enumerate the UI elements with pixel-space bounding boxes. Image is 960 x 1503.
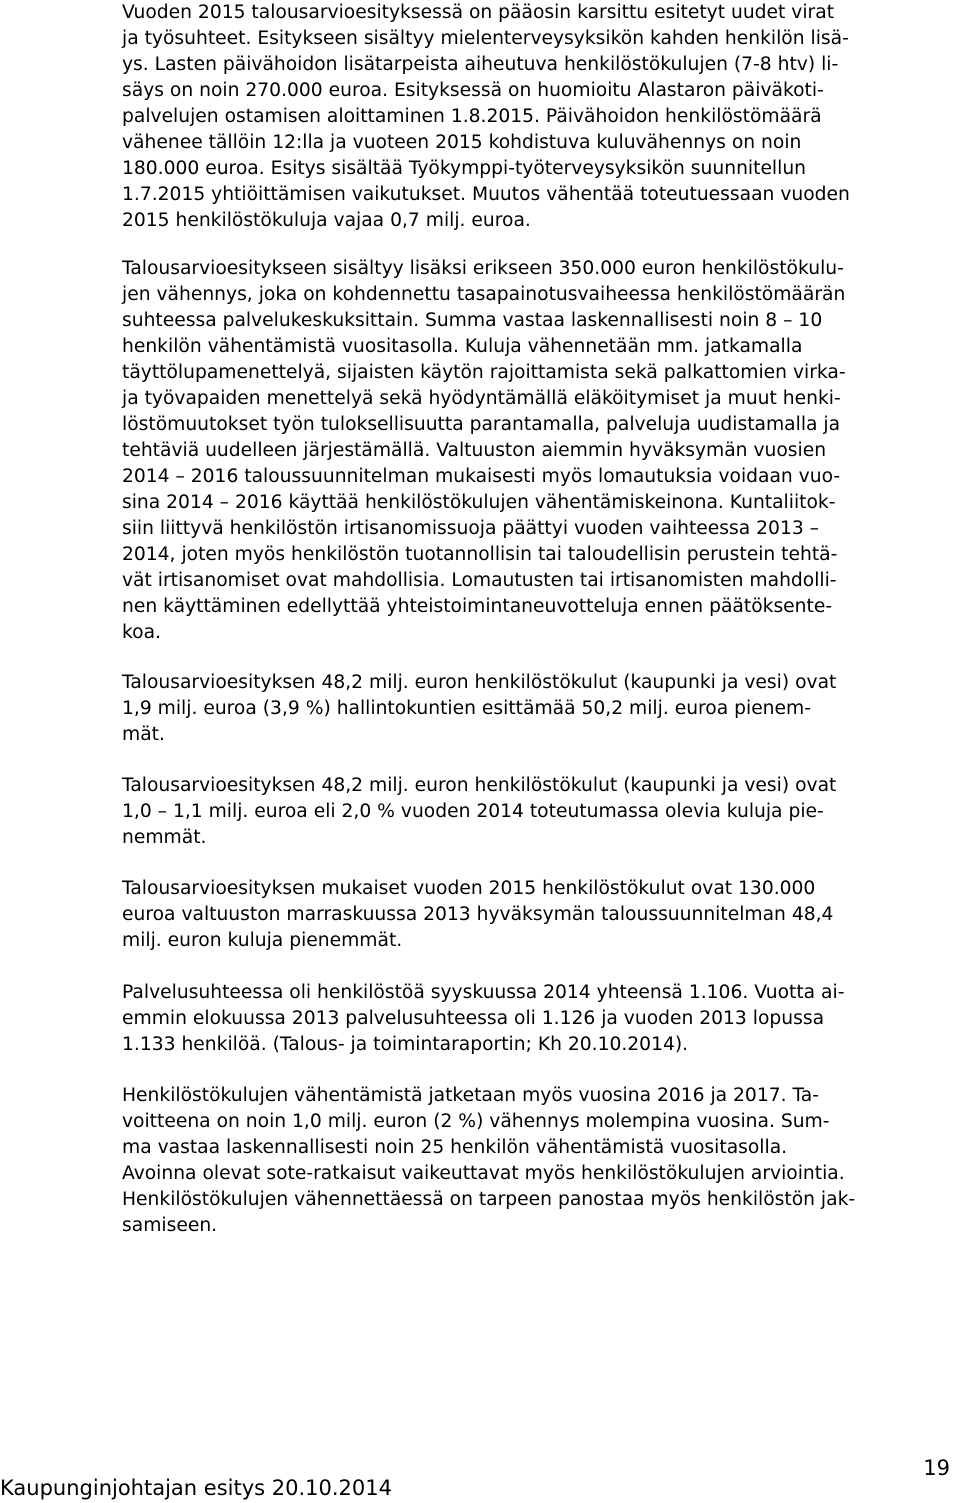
- text-line: Avoinna olevat sote-ratkaisut vaikeuttavat myös henkilöstökulujen arviointia.: [122, 1163, 845, 1184]
- text-line: Vuoden 2015 talousarvioesityksessä on pääosin karsittu esitetyt uudet virat: [122, 2, 835, 23]
- text-line: löstömuutokset työn tuloksellisuutta parantamalla, palveluja uudistamalla ja: [122, 414, 841, 435]
- text-line: Talousarvioesityksen mukaiset vuoden 2015 henkilöstökulut ovat 130.000: [122, 878, 816, 899]
- text-line: nen käyttäminen edellyttää yhteistoimintaneuvotteluja ennen päätöksente-: [122, 596, 833, 617]
- text-line: Talousarvioesityksen 48,2 milj. euron henkilöstökulut (kaupunki ja vesi) ovat: [122, 775, 837, 796]
- text-line: 180.000 euroa. Esitys sisältää Työkymppi-työterveysyksikön suunnitellun: [122, 158, 807, 179]
- text-line: täyttölupamenettelyä, sijaisten käytön rajoittamista sekä palkattomien virka-: [122, 362, 846, 383]
- text-line: Talousarvioesitykseen sisältyy lisäksi erikseen 350.000 euron henkilöstökulu-: [122, 258, 844, 279]
- text-line: ja työvapaiden menettelyä sekä hyödyntämällä eläköitymiset ja muut henki-: [122, 388, 841, 409]
- text-line: Palvelusuhteessa oli henkilöstöä syyskuussa 2014 yhteensä 1.106. Vuotta ai-: [122, 982, 845, 1003]
- text-line: euroa valtuuston marraskuussa 2013 hyväksymän taloussuunnitelman 48,4: [122, 904, 834, 925]
- text-line: ja työsuhteet. Esitykseen sisältyy mielenterveysyksikön kahden henkilön lisä-: [122, 28, 849, 49]
- paragraph-staff-cost-reduction: [122, 256, 960, 646]
- paragraph-comparison-plan: [122, 876, 960, 954]
- text-line: samiseen.: [122, 1215, 218, 1236]
- footer-document-title: Kaupunginjohtajan esitys 20.10.2014: [0, 1476, 392, 1500]
- text-line: ys. Lasten päivähoidon lisätarpeista aiheutuva henkilöstökulujen (7-8 htv) li-: [122, 54, 839, 75]
- paragraph-comparison-2014: [122, 773, 960, 851]
- text-line: siin liittyvä henkilöstön irtisanomissuoja päättyi vuoden vaihteessa 2013 –: [122, 518, 820, 539]
- text-line: henkilön vähentämistä vuositasolla. Kuluja vähennetään mm. jatkamalla: [122, 336, 803, 357]
- text-line: vähenee tällöin 12:lla ja vuoteen 2015 kohdistuva kuluvähennys on noin: [122, 132, 802, 153]
- text-line: koa.: [122, 622, 161, 643]
- text-line: palvelujen ostamisen aloittaminen 1.8.2015. Päivähoidon henkilöstömäärä: [122, 106, 822, 127]
- paragraph-comparison-agencies: [122, 670, 960, 748]
- text-line: Henkilöstökulujen vähennettäessä on tarpeen panostaa myös henkilöstön jak-: [122, 1189, 856, 1210]
- text-line: milj. euron kuluja pienemmät.: [122, 930, 403, 951]
- text-line: vät irtisanomiset ovat mahdollisia. Lomautusten tai irtisanomisten mahdolli-: [122, 570, 837, 591]
- text-line: Talousarvioesityksen 48,2 milj. euron henkilöstökulut (kaupunki ja vesi) ovat: [122, 672, 837, 693]
- text-line: tehtäviä uudelleen järjestämällä. Valtuuston aiemmin hyväksymän vuosien: [122, 440, 827, 461]
- text-line: 1.133 henkilöä. (Talous- ja toimintaraportin; Kh 20.10.2014).: [122, 1034, 689, 1055]
- text-line: jen vähennys, joka on kohdennettu tasapainotusvaiheessa henkilöstömäärän: [122, 284, 846, 305]
- text-line: nemmät.: [122, 827, 207, 848]
- paragraph-budget-positions: [122, 0, 960, 234]
- text-line: 2014 – 2016 taloussuunnitelman mukaisesti myös lomautuksia voidaan vuo-: [122, 466, 841, 487]
- text-line: 1,9 milj. euroa (3,9 %) hallintokuntien esittämää 50,2 milj. euroa pienem-: [122, 698, 811, 719]
- text-line: Henkilöstökulujen vähentämistä jatketaan myös vuosina 2016 ja 2017. Ta-: [122, 1085, 820, 1106]
- text-line: 1.7.2015 yhtiöittämisen vaikutukset. Muutos vähentää toteutuessaan vuoden: [122, 184, 850, 205]
- text-line: ma vastaa laskennallisesti noin 25 henkilön vähentämistä vuositasolla.: [122, 1137, 788, 1158]
- text-line: 2014, joten myös henkilöstön tuotannollisin tai taloudellisin perustein tehtä-: [122, 544, 838, 565]
- text-line: sina 2014 – 2016 käyttää henkilöstökulujen vähentämiskeinona. Kuntaliitok-: [122, 492, 836, 513]
- text-line: voitteena on noin 1,0 milj. euron (2 %) vähennys molempina vuosina. Sum-: [122, 1111, 830, 1132]
- text-line: suhteessa palvelukeskuksittain. Summa vastaa laskennallisesti noin 8 – 10: [122, 310, 823, 331]
- text-line: mät.: [122, 724, 165, 745]
- text-line: 2015 henkilöstökuluja vajaa 0,7 milj. euroa.: [122, 210, 531, 231]
- text-line: emmin elokuussa 2013 palvelusuhteessa oli 1.126 ja vuoden 2013 lopussa: [122, 1008, 825, 1029]
- text-line: säys on noin 270.000 euroa. Esityksessä on huomioitu Alastaron päiväkoti-: [122, 80, 824, 101]
- paragraph-headcount: [122, 980, 960, 1058]
- paragraph-future-reductions: [122, 1083, 960, 1239]
- text-line: 1,0 – 1,1 milj. euroa eli 2,0 % vuoden 2014 toteutumassa olevia kuluja pie-: [122, 801, 824, 822]
- page-number: 19: [923, 1456, 950, 1480]
